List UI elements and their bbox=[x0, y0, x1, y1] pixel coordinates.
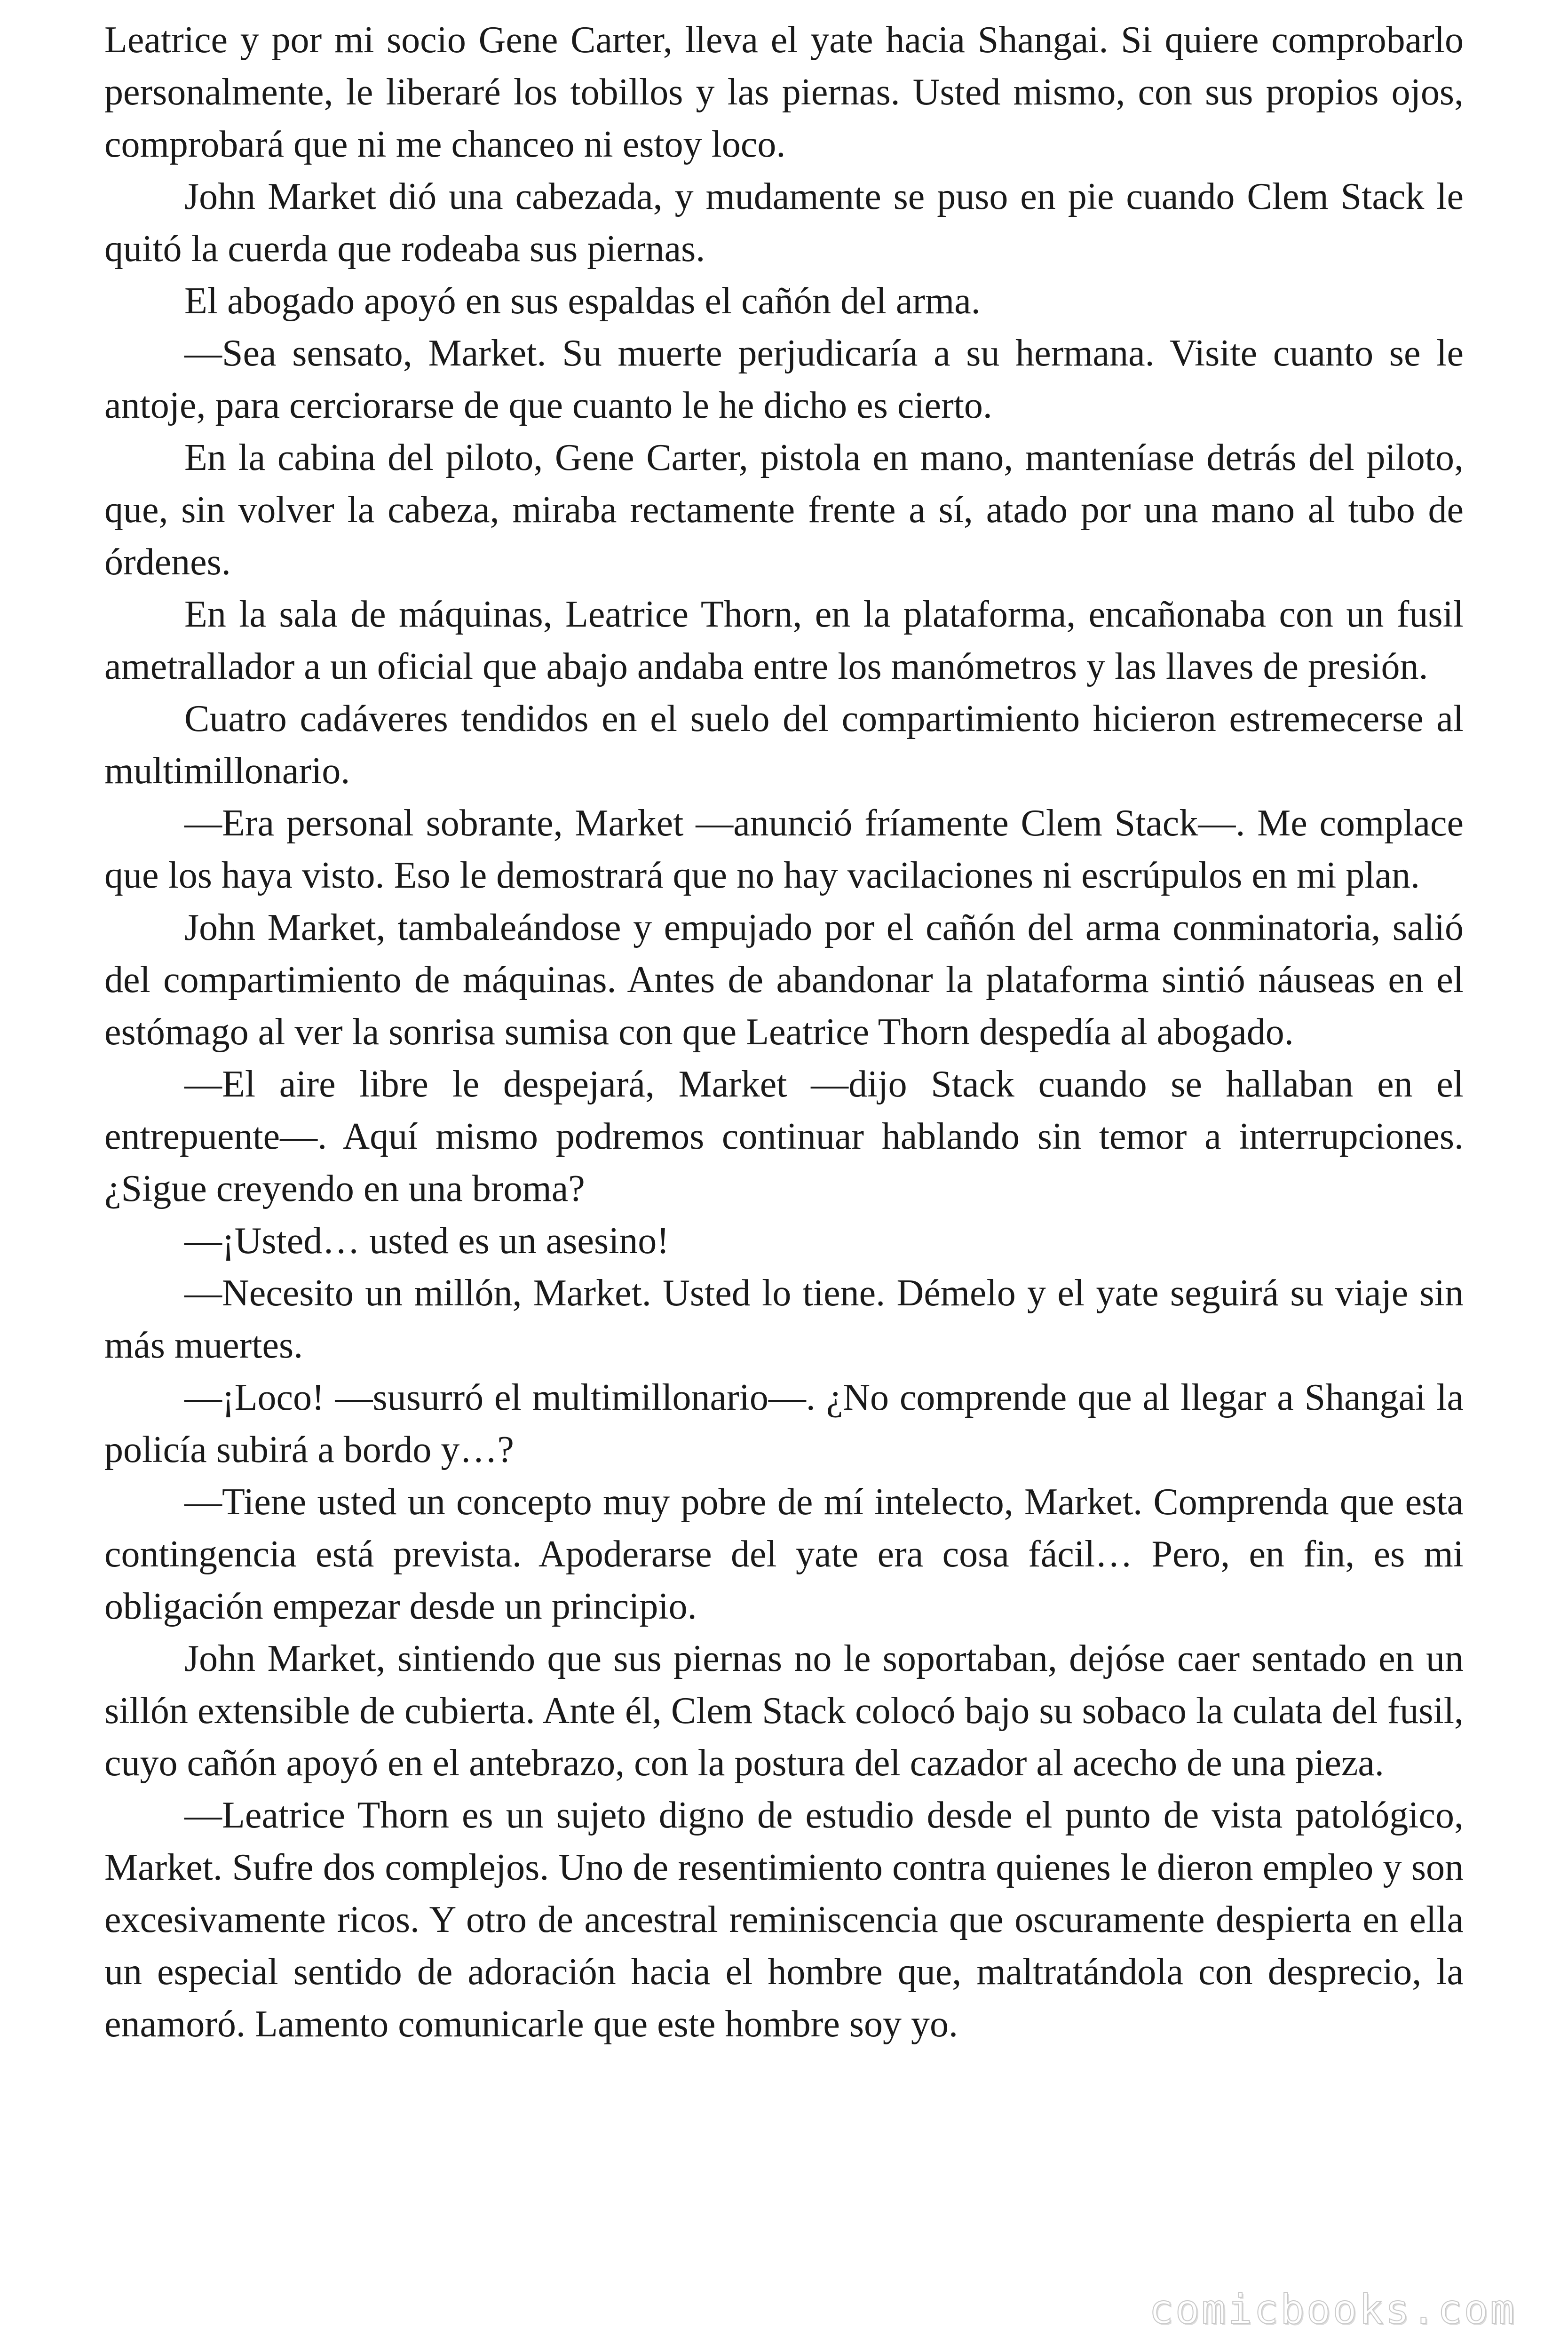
watermark: comicbooks.com bbox=[1149, 2286, 1516, 2333]
paragraph: —El aire libre le despejará, Market —dijo Stack cuando se hallaban en el entrepuente—. Aquí mismo podremos continuar hablando sin temor a interrupciones. ¿Sigue creyendo en una broma? bbox=[104, 1064, 1464, 1209]
paragraph: Leatrice y por mi socio Gene Carter, lleva el yate hacia Shangai. Si quiere comprobarlo personalmente, le liberaré los tobillos y las piernas. Usted mismo, con sus propios ojos, comprobará que ni me chanceo ni estoy loco. bbox=[104, 19, 1464, 165]
paragraph: El abogado apoyó en sus espaldas el cañón del arma. bbox=[184, 280, 981, 322]
paragraph: John Market, sintiendo que sus piernas no le soportaban, dejóse caer sentado en un sillón extensible de cubierta. Ante él, Clem Stack colocó bajo su sobaco la culata del fusil, cuyo cañón apoyó en el antebrazo, con la postura del cazador al acecho de una pieza. bbox=[104, 1638, 1464, 1784]
paragraph: John Market, tambaleándose y empujado por el cañón del arma conminatoria, salió del compartimiento de máquinas. Antes de abandonar la plataforma sintió náuseas en el estómago al ver la sonrisa sumisa con que Leatrice Thorn despedía al abogado. bbox=[104, 907, 1464, 1053]
paragraph: —Necesito un millón, Market. Usted lo tiene. Démelo y el yate seguirá su viaje sin más muertes. bbox=[104, 1272, 1464, 1366]
paragraph: —Era personal sobrante, Market —anunció fríamente Clem Stack—. Me complace que los haya visto. Eso le demostrará que no hay vacilaciones ni escrúpulos en mi plan. bbox=[104, 803, 1464, 896]
paragraph: En la sala de máquinas, Leatrice Thorn, en la plataforma, encañonaba con un fusil ametrallador a un oficial que abajo andaba entre los manómetros y las llaves de presión. bbox=[104, 594, 1464, 687]
book-page-text bbox=[104, 14, 1464, 2050]
paragraph: —Sea sensato, Market. Su muerte perjudicaría a su hermana. Visite cuanto se le antoje, para cerciorarse de que cuanto le he dicho es cierto. bbox=[104, 333, 1464, 426]
paragraph: —Leatrice Thorn es un sujeto digno de estudio desde el punto de vista patológico, Market. Sufre dos complejos. Uno de resentimiento contra quienes le dieron empleo y son excesivamente ricos. Y otro de ancestral reminiscencia que oscuramente despierta en ella un especial sentido de adoración hacia el hombre que, maltratándola con desprecio, la enamoró. Lamento comunicarle que este hombre soy yo. bbox=[104, 1795, 1464, 2045]
paragraph: En la cabina del piloto, Gene Carter, pistola en mano, manteníase detrás del piloto, que, sin volver la cabeza, miraba rectamente frente a sí, atado por una mano al tubo de órdenes. bbox=[104, 437, 1464, 583]
paragraph: —¡Loco! —susurró el multimillonario—. ¿No comprende que al llegar a Shangai la policía subirá a bordo y…? bbox=[104, 1377, 1464, 1470]
paragraph: —Tiene usted un concepto muy pobre de mí intelecto, Market. Comprenda que esta contingencia está prevista. Apoderarse del yate era cosa fácil… Pero, en fin, es mi obligación empezar desde un principio. bbox=[104, 1481, 1464, 1627]
paragraph: John Market dió una cabezada, y mudamente se puso en pie cuando Clem Stack le quitó la cuerda que rodeaba sus piernas. bbox=[104, 176, 1464, 270]
paragraph: Cuatro cadáveres tendidos en el suelo del compartimiento hicieron estremecerse al multimillonario. bbox=[104, 698, 1464, 792]
paragraph: —¡Usted… usted es un asesino! bbox=[184, 1220, 669, 1262]
